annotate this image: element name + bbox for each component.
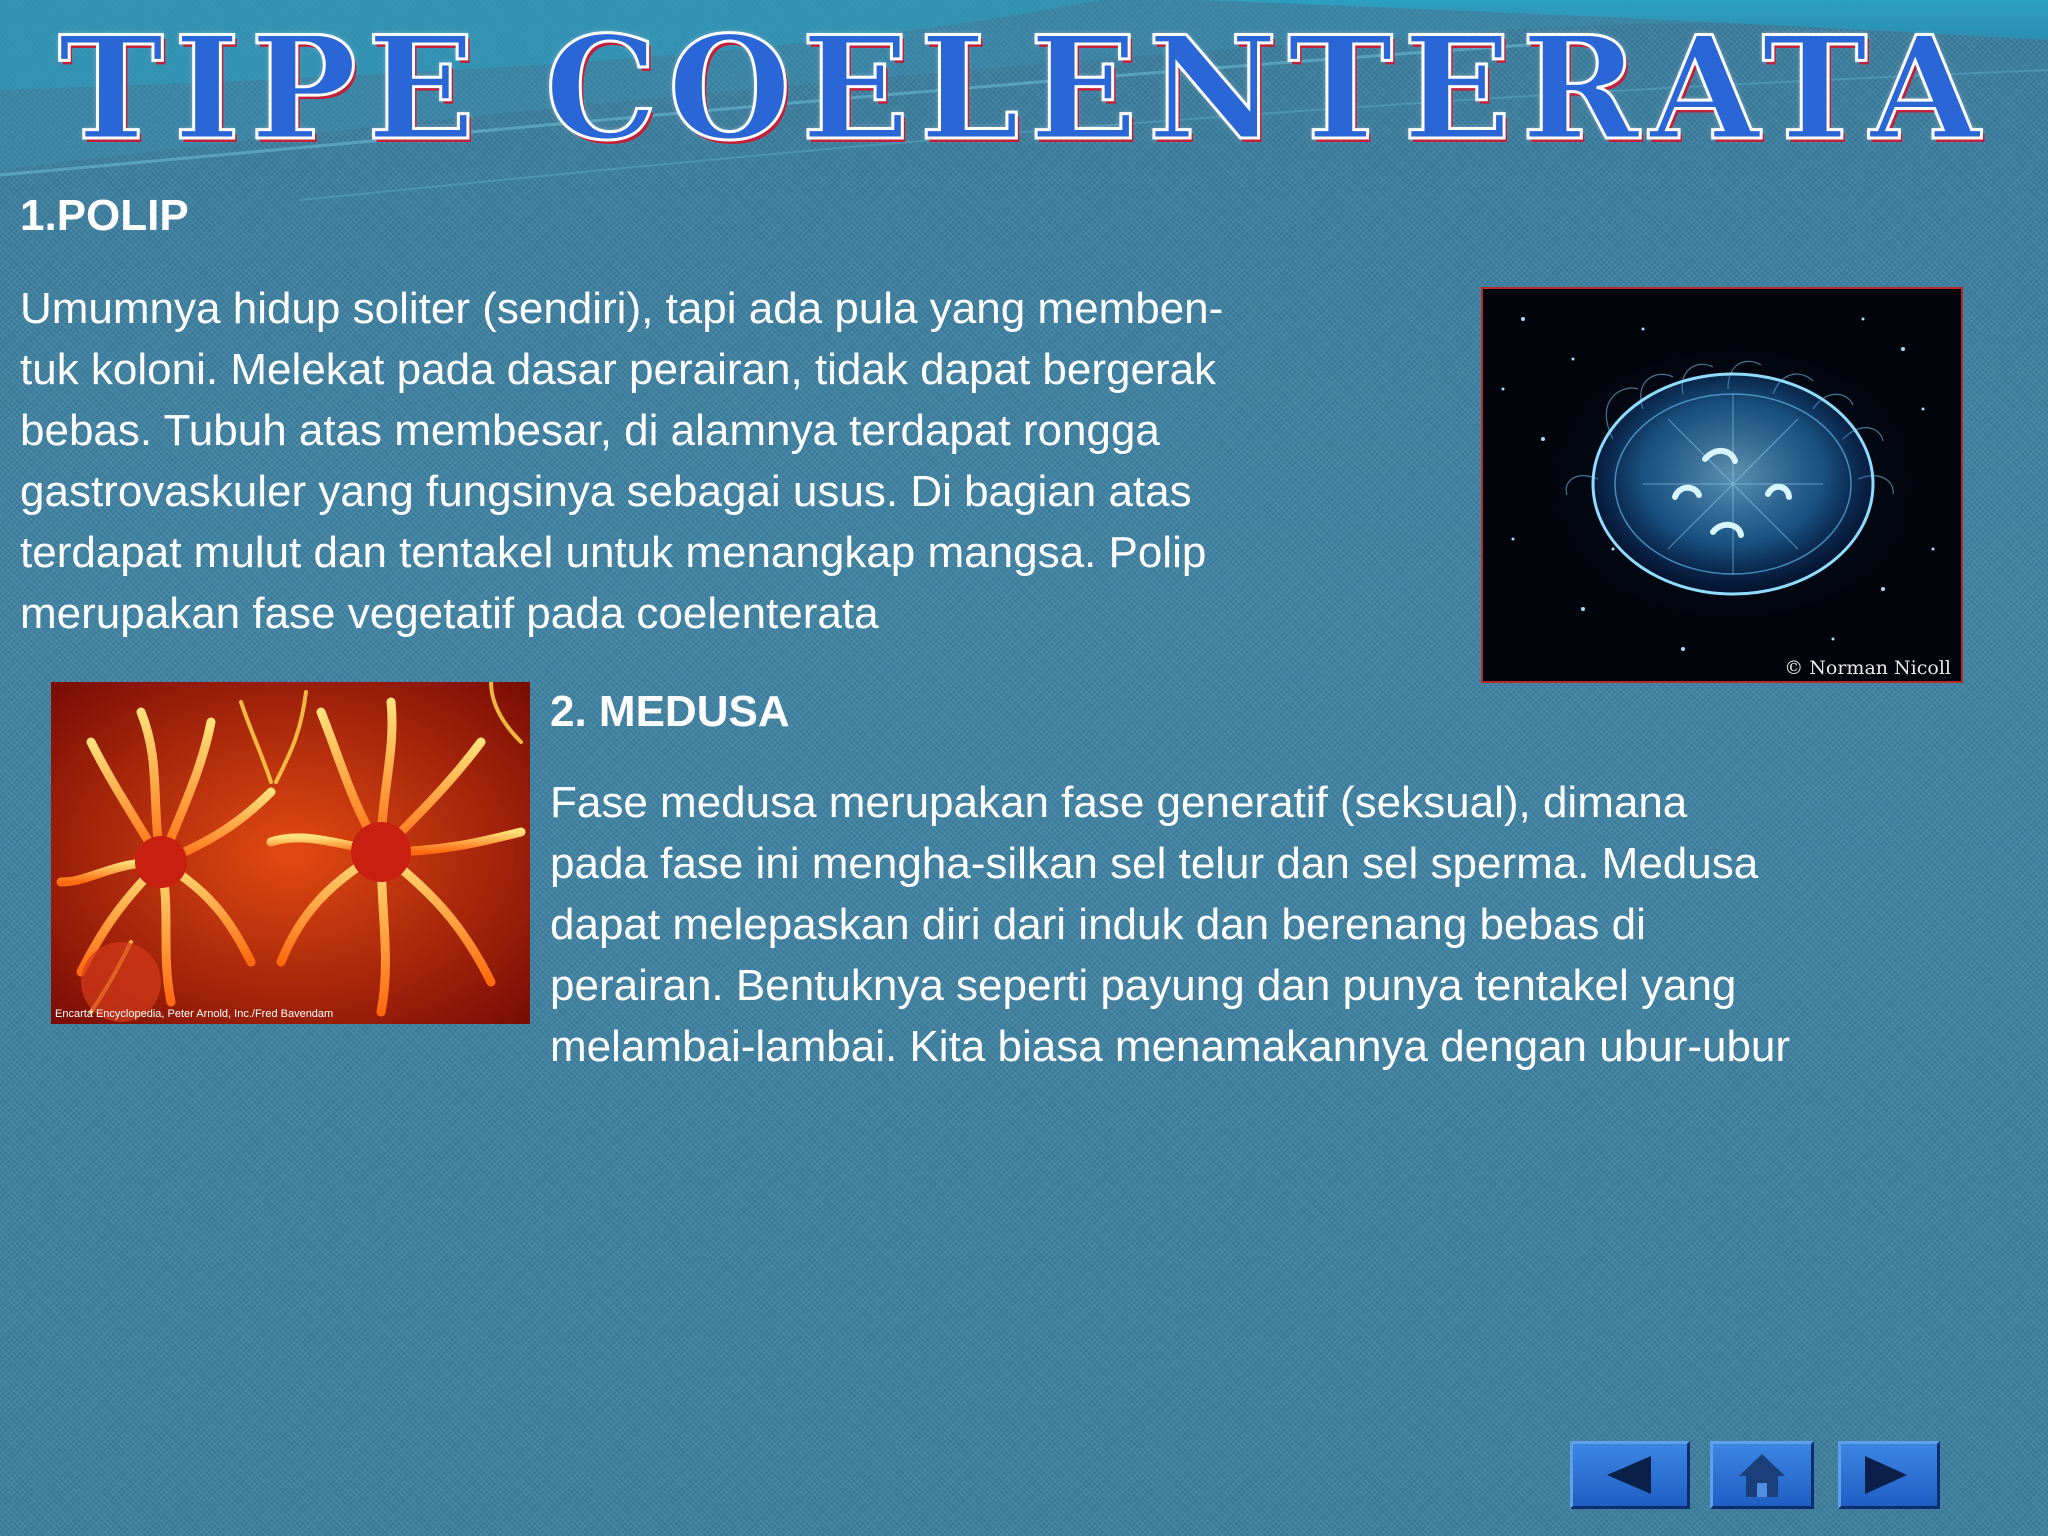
- polip-description: [20, 278, 1440, 644]
- medusa-description: [550, 772, 2000, 1077]
- anemone-photo-credit: Encarta Encyclopedia, Peter Arnold, Inc./Fred Bavendam: [55, 1008, 334, 1020]
- medusa-line: Fase medusa merupakan fase generatif (seksual), dimana: [550, 778, 1688, 827]
- medusa-line: dapat melepaskan diri dari induk dan berenang bebas di: [550, 900, 1646, 949]
- medusa-line: pada fase ini mengha-silkan sel telur dan sel sperma. Medusa: [550, 839, 1759, 888]
- next-slide-button[interactable]: [1838, 1441, 1940, 1509]
- polip-line: bebas. Tubuh atas membesar, di alamnya terdapat rongga: [20, 406, 1160, 455]
- slide-title: TIPE COELENTERATA: [58, 6, 1990, 172]
- jellyfish-photo: [1481, 287, 1963, 683]
- polip-heading: 1.POLIP: [20, 191, 189, 240]
- triangle-right-icon: [1841, 1444, 1937, 1506]
- house-icon: [1713, 1444, 1811, 1506]
- polip-line: Umumnya hidup soliter (sendiri), tapi ada pula yang memben-: [20, 284, 1224, 333]
- home-button[interactable]: [1710, 1441, 1814, 1509]
- jellyfish-photo-credit: © Norman Nicoll: [1784, 657, 1951, 679]
- previous-slide-button[interactable]: [1570, 1441, 1690, 1509]
- polip-line: terdapat mulut dan tentakel untuk menangkap mangsa. Polip: [20, 528, 1207, 577]
- polip-line: merupakan fase vegetatif pada coelenterata: [20, 589, 879, 638]
- medusa-line: perairan. Bentuknya seperti payung dan punya tentakel yang: [550, 961, 1737, 1010]
- medusa-line: melambai-lambai. Kita biasa menamakannya dengan ubur-ubur: [550, 1022, 1791, 1071]
- anemone-photo: [51, 682, 530, 1024]
- triangle-left-icon: [1573, 1444, 1687, 1506]
- medusa-heading: 2. MEDUSA: [550, 687, 790, 736]
- polip-line: gastrovaskuler yang fungsinya sebagai usus. Di bagian atas: [20, 467, 1192, 516]
- polip-line: tuk koloni. Melekat pada dasar perairan, tidak dapat bergerak: [20, 345, 1217, 394]
